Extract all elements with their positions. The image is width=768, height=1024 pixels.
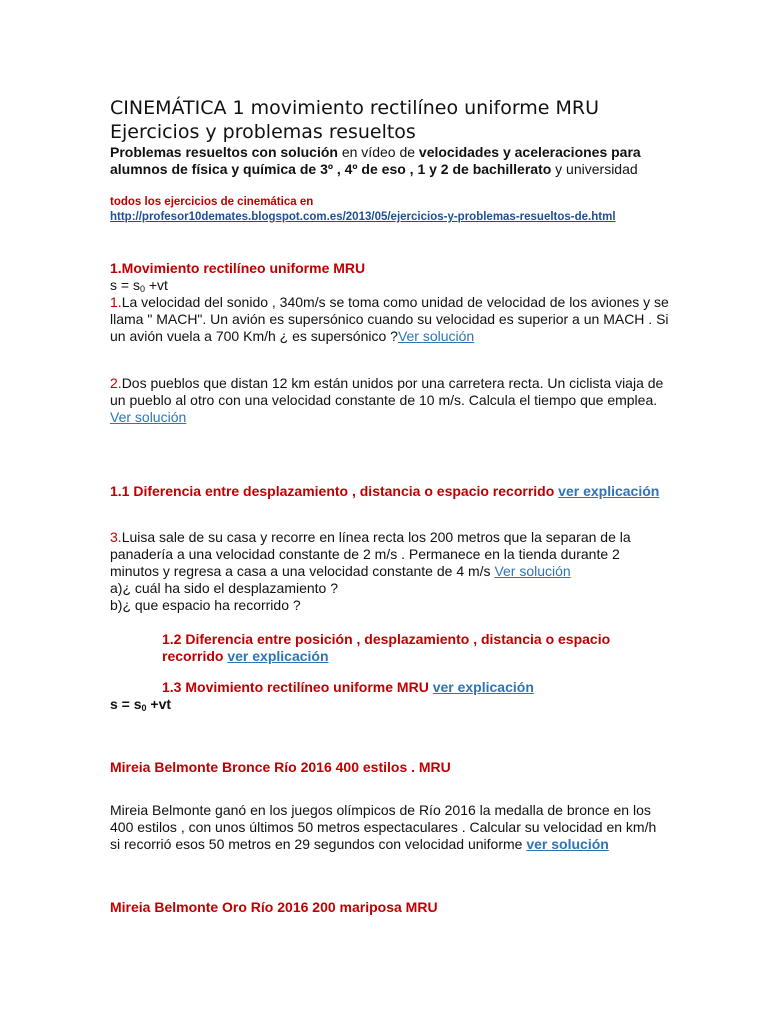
- problem-3-question-a: a)¿ cuál ha sido el desplazamiento ?: [110, 580, 339, 596]
- problem-2-text: Dos pueblos que distan 12 km están unidos por una carretera recta. Un ciclista viaja de un pueblo al otro con una velocidad constante de 10 m/s. Calcula el tiempo que emplea.: [110, 375, 664, 408]
- section-1-1-heading: 1.1 Diferencia entre desplazamiento , distancia o espacio recorrido: [110, 483, 559, 499]
- formula-suffix: +vt: [144, 277, 168, 293]
- problem-1-solution-link[interactable]: Ver solución: [397, 328, 475, 344]
- problem-3-number: 3.: [110, 529, 122, 545]
- problem-3-solution-link[interactable]: Ver solución: [494, 563, 571, 579]
- section-1-1-explanation-link[interactable]: ver explicación: [558, 483, 660, 499]
- section-1-2-explanation-link[interactable]: ver explicación: [227, 648, 329, 664]
- all-exercises-block: [110, 195, 670, 225]
- mireia-bronze-text: Mireia Belmonte ganó en los juegos olímpicos de Río 2016 la medalla de bronce en los 400 estilos , con unos últimos 50 metros espectaculares . Calcular su velocidad en km/h si recorrió esos 50 metros en 29 segundos con velocidad uniforme: [110, 802, 657, 852]
- section-1-3-explanation-link[interactable]: ver explicación: [432, 679, 534, 695]
- mireia-gold-section: [110, 899, 670, 916]
- mireia-bronze-solution-link[interactable]: ver solución: [526, 836, 609, 852]
- mireia-gold-heading: Mireia Belmonte Oro Río 2016 200 mariposa MRU: [110, 899, 438, 915]
- intro-text-1: en vídeo de: [337, 144, 419, 160]
- title-line-1: CINEMÁTICA 1 movimiento rectilíneo uniforme MRU: [110, 97, 600, 119]
- all-exercises-link[interactable]: http://profesor10demates.blogspot.com.es/2013/05/ejercicios-y-problemas-resueltos-de.html: [110, 211, 616, 223]
- intro-text-2: y universidad: [551, 161, 638, 177]
- formula-sub: 0: [141, 703, 147, 713]
- all-exercises-label: todos los ejercicios de cinemática en: [110, 196, 314, 208]
- mireia-bronze-section: [110, 759, 670, 776]
- formula-prefix: s = s: [110, 696, 142, 712]
- formula-suffix: +vt: [146, 696, 172, 712]
- formula-prefix: s = s: [110, 277, 140, 293]
- problem-3-text: Luisa sale de su casa y recorre en línea recta los 200 metros que la separan de la panadería a una velocidad constante de 2 m/s . Permanece en la tienda durante 2 minutos y regresa a casa a una velocidad constante de 4 m/s: [110, 529, 631, 579]
- section-1-heading: 1.Movimiento rectilíneo uniforme MRU: [110, 260, 366, 276]
- problem-3: [110, 529, 670, 614]
- section-1: [110, 260, 670, 298]
- section-1-2-heading: 1.2 Diferencia entre posición , desplazamiento , distancia o espacio recorrido: [162, 631, 611, 664]
- section-1-3-formula: [110, 696, 670, 717]
- problem-2-solution-link[interactable]: Ver solución: [110, 409, 187, 425]
- mireia-bronze-problem: [110, 802, 670, 853]
- section-1-3: [110, 679, 670, 717]
- intro-bold-2: velocidades y aceleraciones para alumnos de física y química de 3º , 4º de eso , 1 y 2 de bachillerato: [110, 144, 641, 177]
- mireia-bronze-heading: Mireia Belmonte Bronce Río 2016 400 estilos . MRU: [110, 759, 451, 775]
- problem-3-question-b: b)¿ que espacio ha recorrido ?: [110, 597, 301, 613]
- section-1-3-heading: 1.3 Movimiento rectilíneo uniforme MRU: [162, 679, 433, 695]
- problem-2: [110, 375, 670, 426]
- section-1-2: [110, 631, 670, 665]
- problem-1-text: La velocidad del sonido , 340m/s se toma como unidad de velocidad de los aviones y se llama " MACH". Un avión es supersónico cuando su velocidad es superior a un MACH . Si un avión vuela a 700 Km/h ¿ es supersónico ?: [110, 294, 669, 344]
- title-line-2: Ejercicios y problemas resueltos: [110, 121, 416, 143]
- intro-paragraph: [110, 144, 670, 178]
- problem-1-number: 1.: [110, 294, 122, 310]
- problem-2-number: 2.: [110, 375, 122, 391]
- section-1-1: [110, 483, 670, 500]
- problem-1: [110, 294, 670, 345]
- document-title: [110, 96, 670, 144]
- intro-bold-1: Problemas resueltos con solución: [110, 144, 338, 160]
- formula-sub: 0: [139, 284, 145, 294]
